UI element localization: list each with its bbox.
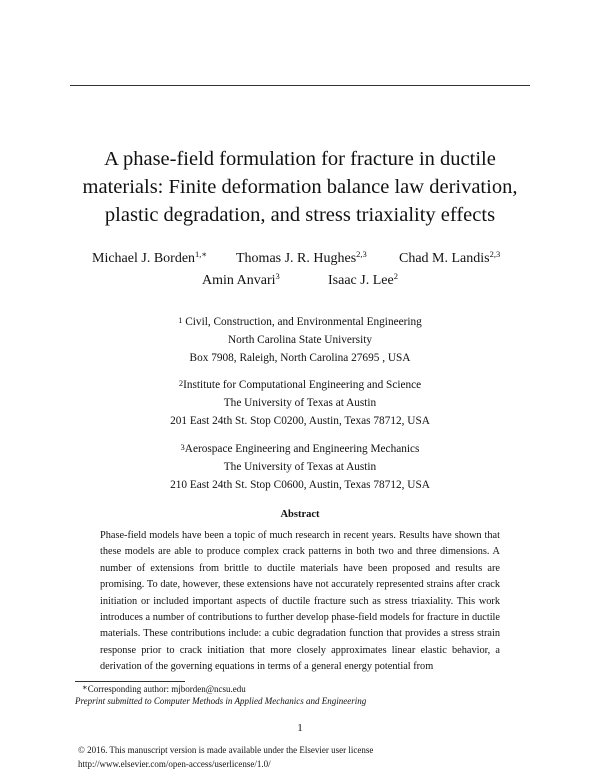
paper-title [60, 145, 540, 229]
author-landis: Chad M. Landis$^{2,3}$ [399, 249, 501, 266]
author-borden: Michael J. Borden$^{1,∗}$ [92, 249, 208, 266]
affiliation-2: $^2$Institute for Computational Engineering and Science The University of Texas at Austin 201 East 24th St. Stop C0200, Austin, Texas 78712, USA [170, 378, 430, 427]
header-rule [70, 85, 530, 86]
license-line: © 2016. This manuscript version is made available under the Elsevier user license [78, 745, 374, 755]
footnote-rule [75, 681, 185, 682]
author-anvari: Amin Anvari$^3$ [202, 271, 280, 288]
author-lee: Isaac J. Lee$^2$ [328, 271, 398, 288]
title-line: plastic degradation, and stress triaxiality effects [104, 204, 496, 226]
page-number: 1 [297, 722, 303, 734]
title-line: A phase-field formulation for fracture in ductile [104, 148, 496, 170]
abstract-heading: Abstract [280, 509, 320, 520]
affiliation-3: $^3$Aerospace Engineering and Engineering Mechanics The University of Texas at Austin 210 East 24th St. Stop C0600, Austin, Texas 78712, USA [170, 442, 430, 491]
author-hughes: Thomas J. R. Hughes$^{2,3}$ [236, 249, 367, 266]
author-row-1 [90, 251, 510, 271]
corresponding-author-footnote: ∗Corresponding author: mjborden@ncsu.edu [82, 682, 246, 694]
affiliation-1: $^1$ Civil, Construction, and Environmental Engineering North Carolina State University Box 7908, Raleigh, North Carolina 27695 , USA [178, 315, 422, 364]
journal-note: Preprint submitted to Computer Methods in Applied Mechanics and Engineering [75, 696, 367, 706]
license-notice [78, 743, 373, 771]
abstract-text: Phase-field models have been a topic of much research in recent years. Results have shown that these models are able to produce complex crack patterns in both two and three dimensions. A number of extensions from brittle to ductile materials have been proposed and results are promising. To date, however, these extensions have not accurately represented strains after crack initiation or included important aspects of ductile fracture such as stress triaxiality. This work introduces a number of contributions to further develop phase-field models for fracture in ductile materials. These contributions include: a cubic degradation function that provides a stress strain response prior to crack initiation that more closely approximates linear elastic behavior, a derivation of the governing equations in terms of a general energy potential from [100, 530, 500, 673]
title-line: materials: Finite deformation balance law derivation, [82, 176, 518, 198]
license-url[interactable]: http://www.elsevier.com/open-access/userlicense/1.0/ [78, 759, 271, 769]
author-row-2 [60, 273, 540, 293]
